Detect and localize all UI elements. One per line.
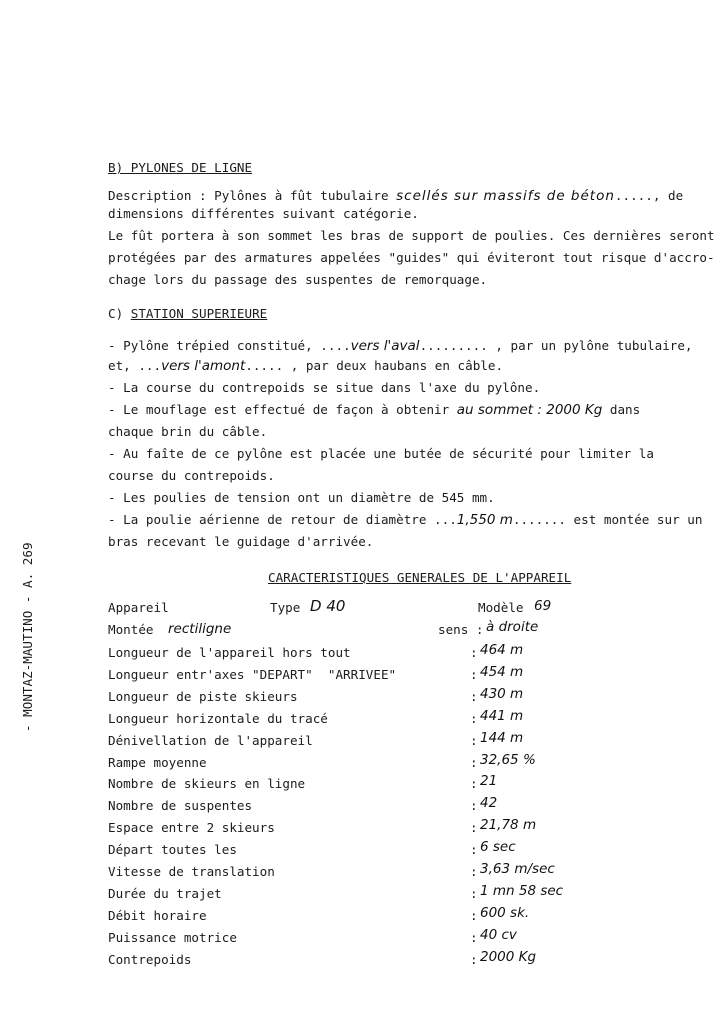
characteristic-row: [108, 904, 608, 926]
characteristic-value: 6 sec: [480, 839, 516, 856]
montee-row: [108, 619, 608, 640]
section-b-line5: chage lors du passage des suspentes de remorquage.: [108, 272, 488, 287]
characteristic-colon: :: [470, 688, 478, 704]
characteristic-value: 464 m: [480, 642, 524, 658]
l2-prefix: et, ...: [108, 358, 162, 373]
appareil-row: [108, 597, 608, 618]
characteristic-label: Dénivellation de l'appareil: [108, 732, 313, 748]
characteristic-colon: :: [470, 645, 478, 660]
section-c-line10: bras recevant le guidage d'arrivée.: [108, 534, 374, 549]
type-value: D 40: [310, 597, 346, 615]
l2-suffix: ..... , par deux haubans en câble.: [245, 358, 504, 373]
section-c-line3: - La course du contrepoids se situe dans l'axe du pylône.: [108, 380, 541, 395]
section-c-line6: - Au faîte de ce pylône est placée une butée de sécurité pour limiter la: [108, 446, 654, 461]
sens-value: à droite: [486, 619, 539, 635]
section-c-line7: course du contrepoids.: [108, 468, 275, 483]
desc-suffix: ....., de: [614, 188, 684, 203]
section-b-description: [108, 188, 683, 204]
l4-handwritten: au sommet : 2000 Kg: [456, 402, 603, 418]
l4-prefix: - Le mouflage est effectué de façon à obtenir: [108, 402, 457, 417]
characteristic-label: Contrepoids: [108, 951, 192, 967]
characteristic-label: Longueur entr'axes "DEPART" "ARRIVEE": [108, 666, 397, 682]
characteristic-row: [108, 861, 608, 882]
characteristic-colon: :: [470, 842, 478, 858]
characteristic-value: 3,63 m/sec: [480, 861, 555, 877]
l1-handwritten: vers l'aval: [350, 338, 420, 354]
l9-handwritten: 1,550 m: [456, 512, 513, 528]
appareil-label: Appareil: [108, 600, 169, 615]
section-c-heading: [108, 306, 267, 321]
characteristic-row: [108, 729, 608, 751]
section-b-line4: protégées par des armatures appelées "guides" qui éviteront tout risque d'accro-: [108, 250, 715, 265]
l1-prefix: - Pylône trépied constitué, ....: [108, 338, 351, 353]
type-label: Type: [270, 600, 301, 615]
characteristic-label: Longueur horizontale du tracé: [108, 710, 328, 726]
section-b-heading: B) PYLONES DE LIGNE: [108, 160, 253, 175]
characteristic-value: 454 m: [480, 663, 524, 680]
characteristic-label: Débit horaire: [108, 907, 207, 923]
characteristic-colon: :: [470, 907, 478, 923]
l2-handwritten: vers l'amont: [161, 358, 246, 374]
characteristic-row: [108, 817, 608, 838]
characteristic-value: 42: [480, 795, 498, 812]
characteristic-value: 32,65 %: [480, 751, 536, 768]
characteristics-title: CARACTERISTIQUES GENERALES DE L'APPAREIL: [268, 570, 572, 585]
section-b-line3: Le fût portera à son sommet les bras de support de poulies. Ces dernières seront: [108, 228, 715, 243]
characteristic-colon: :: [470, 885, 478, 901]
characteristic-label: Départ toutes les: [108, 842, 237, 858]
section-c-prefix: C): [108, 306, 131, 321]
characteristic-colon: :: [470, 820, 478, 836]
characteristic-label: Puissance motrice: [108, 929, 237, 945]
characteristic-colon: :: [470, 951, 478, 967]
section-b-line2: dimensions différentes suivant catégorie.: [108, 206, 419, 221]
characteristic-row: [108, 642, 608, 663]
characteristic-colon: :: [470, 798, 478, 814]
characteristic-value: 21,78 m: [480, 817, 537, 834]
l4-suffix: dans: [602, 402, 641, 417]
montee-label: Montée: [108, 622, 154, 637]
characteristic-value: 600 sk.: [480, 904, 530, 921]
section-c-line1: [108, 338, 693, 354]
characteristic-row: [108, 839, 608, 860]
l9-prefix: - La poulie aérienne de retour de diamètre ...: [108, 512, 457, 527]
characteristic-row: [108, 926, 608, 948]
characteristic-value: 2000 Kg: [480, 948, 537, 965]
characteristic-colon: :: [470, 710, 478, 726]
desc-prefix: Description : Pylônes à fût tubulaire: [108, 188, 397, 203]
characteristic-colon: :: [470, 864, 478, 879]
characteristic-row: [108, 751, 608, 773]
characteristic-row: [108, 795, 608, 816]
characteristic-row: [108, 685, 608, 707]
characteristic-label: Nombre de suspentes: [108, 798, 253, 814]
l9-suffix: ....... est montée sur un: [512, 512, 703, 527]
modele-label: Modèle: [478, 600, 524, 615]
characteristic-label: Espace entre 2 skieurs: [108, 820, 275, 836]
characteristic-colon: :: [470, 732, 478, 748]
characteristic-row: [108, 663, 608, 685]
montee-value: rectiligne: [168, 621, 232, 637]
characteristic-value: 144 m: [480, 729, 524, 746]
sens-label: sens :: [438, 622, 484, 637]
characteristic-colon: :: [470, 929, 478, 945]
characteristic-colon: :: [470, 666, 478, 682]
characteristic-label: Longueur de l'appareil hors tout: [108, 645, 351, 660]
characteristic-colon: :: [470, 776, 478, 792]
characteristic-label: Vitesse de translation: [108, 864, 275, 879]
l1-suffix: ......... , par un pylône tubulaire,: [419, 338, 693, 353]
characteristic-row: [108, 707, 608, 729]
section-c-line9: [108, 512, 702, 528]
characteristic-row: [108, 882, 608, 904]
section-c-line5: chaque brin du câble.: [108, 424, 268, 439]
characteristic-value: 40 cv: [480, 926, 517, 943]
desc-handwritten: scellés sur massifs de béton: [396, 188, 615, 204]
section-c-title: STATION SUPERIEURE: [130, 306, 268, 321]
modele-value: 69: [534, 598, 552, 614]
characteristic-value: 430 m: [480, 685, 524, 702]
characteristic-value: 21: [480, 773, 498, 790]
characteristic-label: Durée du trajet: [108, 885, 222, 901]
characteristic-label: Rampe moyenne: [108, 754, 207, 770]
characteristic-label: Nombre de skieurs en ligne: [108, 776, 306, 792]
characteristic-value: 441 m: [480, 707, 524, 724]
characteristic-colon: :: [470, 754, 478, 770]
section-c-line2: [108, 358, 503, 374]
characteristic-value: 1 mn 58 sec: [480, 882, 564, 899]
side-reference: - MONTAZ-MAUTINO - A. 269: [20, 542, 35, 732]
characteristic-row: [108, 773, 608, 794]
section-c-line8: - Les poulies de tension ont un diamètre de 545 mm.: [108, 490, 495, 505]
characteristic-label: Longueur de piste skieurs: [108, 688, 298, 704]
characteristic-row: [108, 948, 608, 970]
section-c-line4: [108, 402, 640, 418]
